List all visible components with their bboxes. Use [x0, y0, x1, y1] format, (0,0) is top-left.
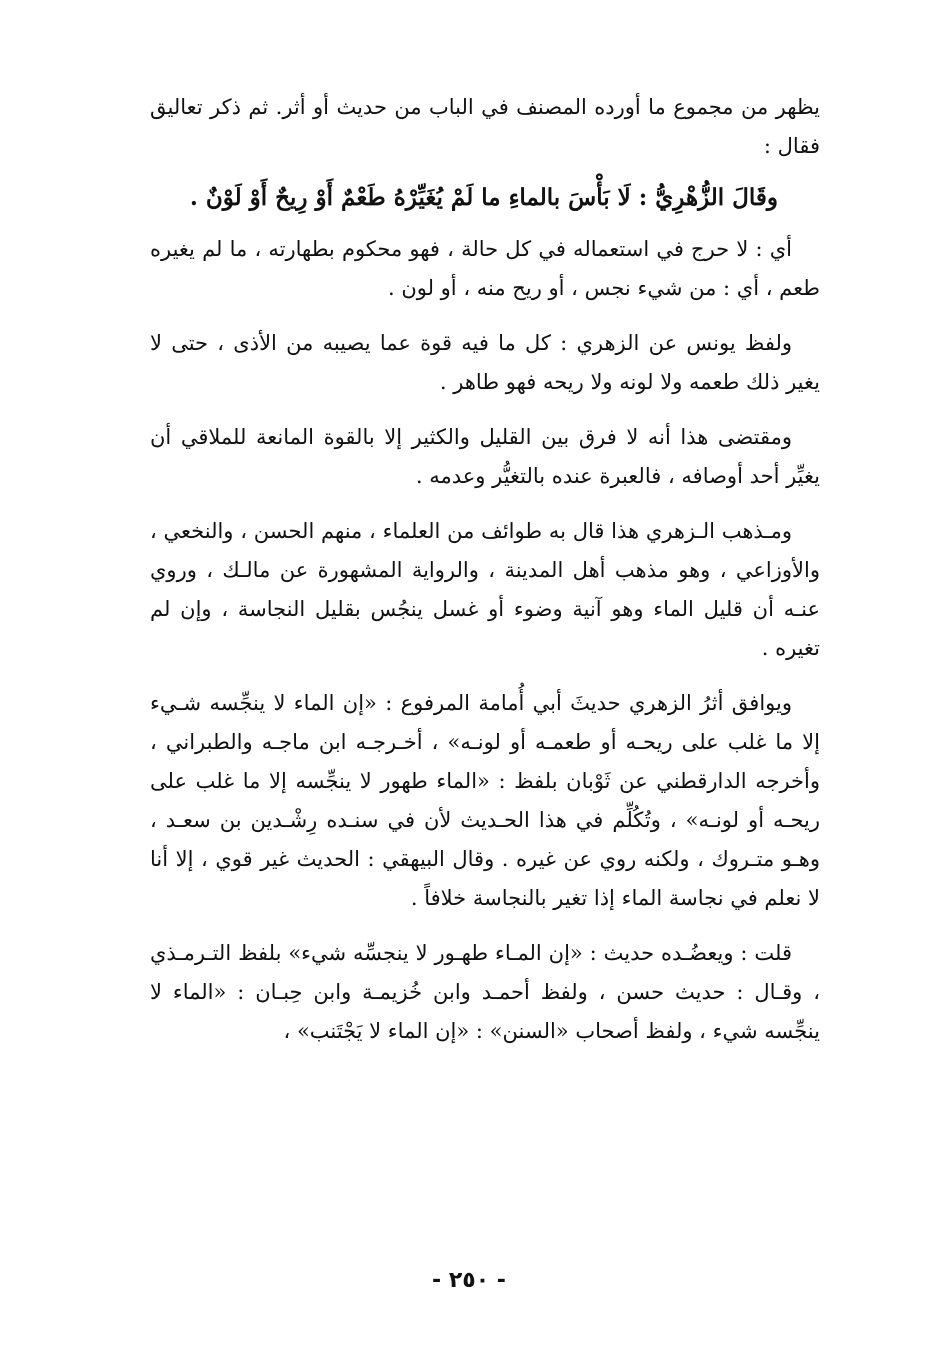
paragraph-2: أي : لا حرج في استعماله في كل حالة ، فهو محكوم بطهارته ، ما لم يغيره طعم ، أي : من شيء نجس ، أو ريح منه ، أو لون .: [150, 237, 820, 300]
paragraph-7: قلت : ويعضُـده حديث : «إن المـاء طهـور لا ينجسِّه شيء» بلفظ التـرمـذي ، وقـال : حديث حسن ، ولفظ أحمـد وابن خُزيمـة وابن حِبـان : «الماء لا ينجِّسه شيء ، ولفظ أصحاب «السنن» : «إن الماء لا يَجْتَنب» ،: [150, 941, 820, 1043]
paragraph-1: يظهر من مجموع ما أورده المصنف في الباب من حديث أو أثر. ثم ذكر تعاليق فقال :: [150, 95, 820, 158]
paragraph-4: ومقتضى هذا أنه لا فرق بين القليل والكثير إلا بالقوة المانعة للملاقي أن يغيِّر أحد أوصافه ، فالعبرة عنده بالتغيُّر وعدمه .: [150, 425, 820, 488]
page-body: [150, 88, 820, 1051]
page-number: - ٢٥٠ -: [432, 1268, 506, 1293]
quoted-statement: وقَالَ الزُّهْرِيُّ : لَا بَأْسَ بالماءِ ما لَمْ يُغَيِّرْهُ طَعْمٌ أَوْ رِيحٌ أَوْ لَوْنٌ .: [189, 184, 778, 211]
paragraph-3: ولفظ يونس عن الزهري : كل ما فيه قوة عما يصيبه من الأذى ، حتى لا يغير ذلك طعمه ولا لونه ولا ريحه فهو طاهر .: [150, 331, 820, 394]
paragraph-5: ومـذهب الـزهري هذا قال به طوائف من العلماء ، منهم الحسن ، والنخعي ، والأوزاعي ، وهو مذهب أهل المدينة ، والرواية المشهورة عن مالـك ، وروي عنـه أن قليل الماء وهو آنية وضوء أو غسل ينجُس بقليل النجاسة ، وإن لم تغيره .: [150, 519, 820, 660]
paragraph-6: ويوافق أثرُ الزهري حديثَ أبي أُمامة المرفوع : «إن الماء لا ينجِّسه شـيء إلا ما غلب على ريحـه أو طعمـه أو لونـه» ، أخـرجـه ابن ماجـه والطبراني ، وأخرجه الدارقطني عن ثَوْبان بلفظ : «الماء طهور لا ينجِّسه إلا ما غلب على ريحـه أو لونـه» ، وتُكُلِّم في هذا الحـديث لأن في سنـده رِشْـدين بن سعـد ، وهـو متـروك ، ولكنه روي عن غيره . وقال البيهقي : الحديث غير قوي ، إلا أنا لا نعلم في نجاسة الماء إذا تغير بالنجاسة خلافاً .: [150, 691, 820, 910]
